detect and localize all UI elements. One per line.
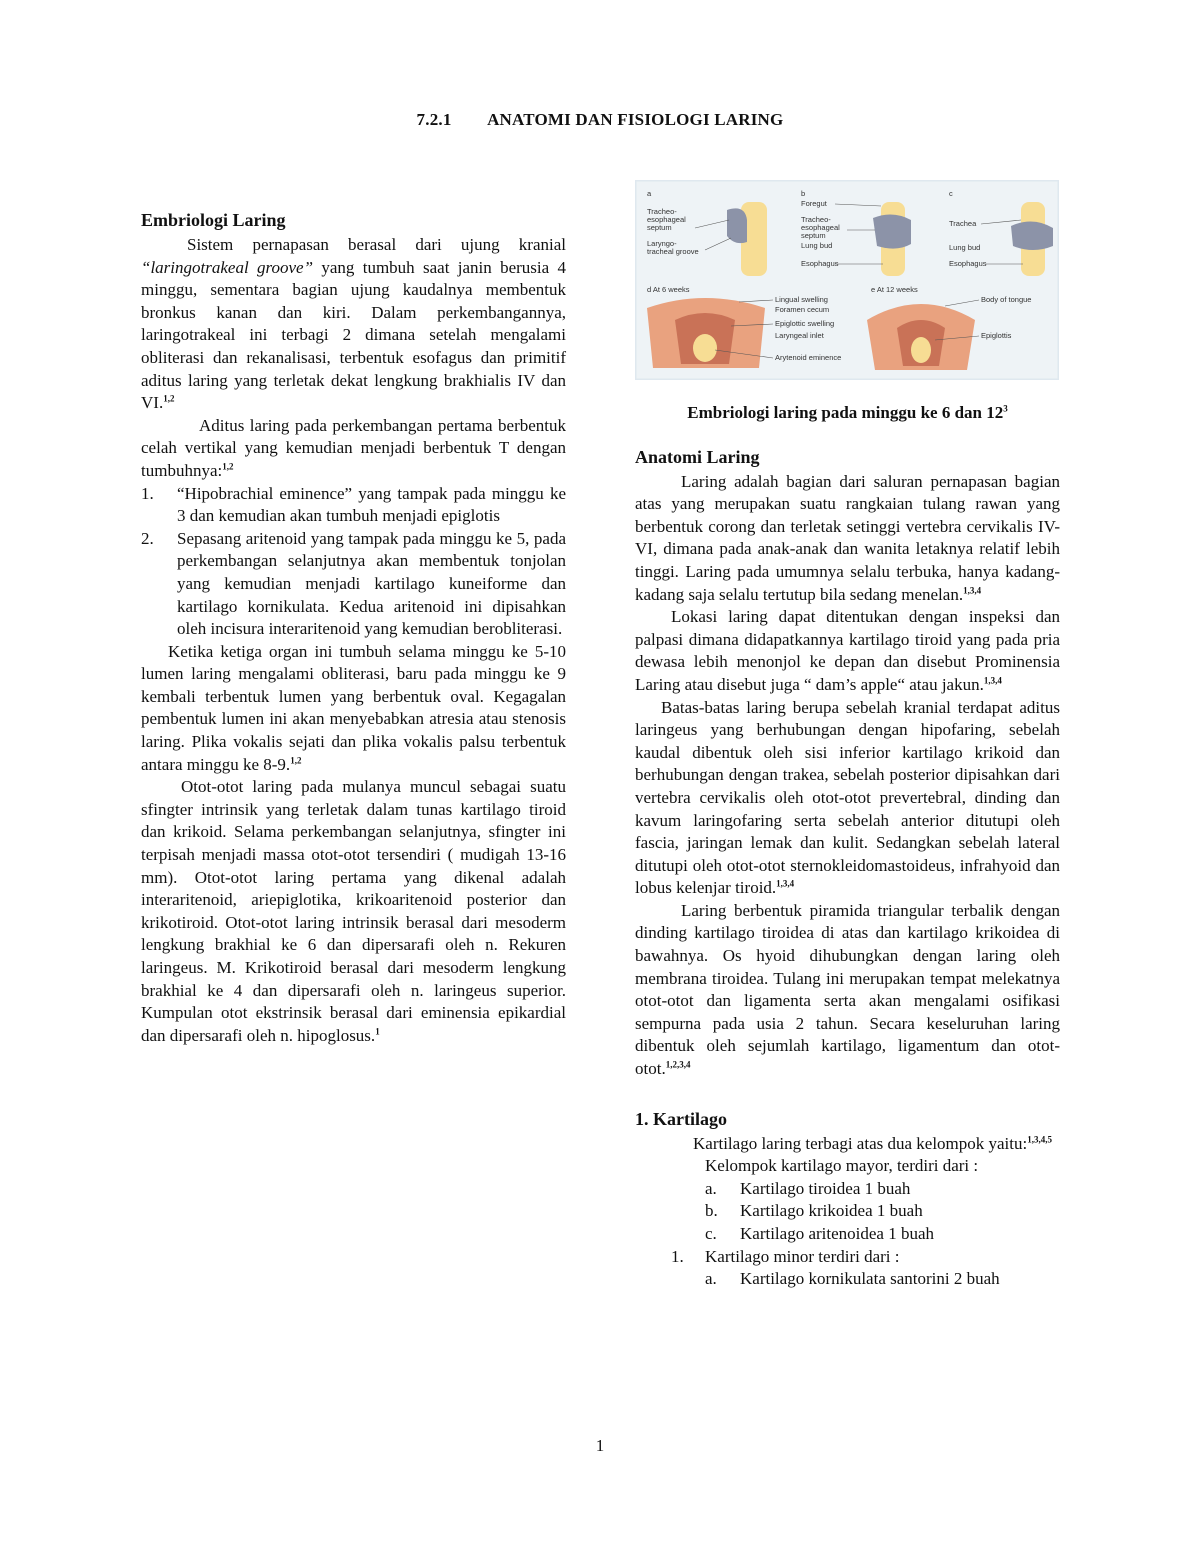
- citation: 1,2: [163, 393, 175, 404]
- minor-label-text: Kartilago minor terdiri dari :: [705, 1246, 900, 1266]
- development-list: [141, 483, 566, 641]
- embriologi-paragraph-1: [141, 234, 566, 415]
- embriologi-paragraph-2: [141, 415, 566, 483]
- list-item-text: Kartilago tiroidea 1 buah: [740, 1178, 911, 1198]
- p3-text: Ketika ketiga organ ini tumbuh selama minggu ke 5-10 lumen laring mengalami obliterasi, baru pada minggu ke 9 kembali terbentuk lumen yang berbentuk oval. Kegagalan pembentuk lumen ini akan menyebabkan atresia atau stenosis laring. Plika vokalis sejati dan plika vokalis palsu terbentuk antara minggu ke 8-9.: [141, 641, 566, 774]
- r-p3-text: Batas-batas laring berupa sebelah kranial terdapat aditus laringeus yang berhubungan dengan hipofaring, sebelah kaudal dibentuk oleh sisi inferior kartilago krikoid dan berhubungan dengan trakea, sebelah posterior dipisahkan dari vertebra cervikalis oleh otot-otot prevertebral, dinding dan kavum laringofaring serta sebelah anterior ditutupi oleh fascia, jaringan lemak dan kulit. Sedangkan sebelah lateral ditutupi oleh otot-otot sternokleidomastoideus, infrahyoid dan lobus kelenjar tiroid.: [635, 697, 1060, 898]
- list-item: [141, 483, 566, 528]
- figure-label-c2: Lung bud: [949, 243, 981, 252]
- list-marker: b.: [705, 1201, 718, 1221]
- p1-text-a: Sistem pernapasan berasal dari ujung kranial: [187, 235, 566, 254]
- p2-text: Aditus laring pada perkembangan pertama berbentuk celah vertikal yang kemudian menjadi berbentuk T dengan tumbuhnya:: [141, 415, 566, 480]
- minor-group-label: [635, 1246, 1060, 1269]
- epiglottis-shape: [911, 337, 931, 363]
- anatomi-paragraph-1: [635, 471, 1060, 607]
- citation: 1,3,4: [776, 878, 795, 889]
- septum-shape: [727, 208, 747, 243]
- figure-label-d: d At 6 weeks: [647, 285, 690, 294]
- figure-label-a4: Laryngo-: [647, 239, 677, 248]
- list-item-text: Kartilago krikoidea 1 buah: [740, 1201, 923, 1221]
- list-marker: 2.: [141, 528, 154, 548]
- list-marker: 1.: [141, 483, 154, 503]
- list-item-text: Kartilago aritenoidea 1 buah: [740, 1224, 935, 1243]
- list-item: [635, 1223, 1060, 1246]
- figure-label-c3: Esophagus: [949, 259, 987, 268]
- citation: 1,2: [222, 461, 234, 472]
- figure-caption: [635, 402, 1060, 425]
- list-marker: a.: [705, 1269, 717, 1289]
- list-item-text: Kartilago kornikulata santorini 2 buah: [740, 1269, 1000, 1289]
- figure-label-a: a: [647, 189, 652, 198]
- septum-shape: [873, 214, 911, 248]
- figure-label-a3: septum: [647, 223, 672, 232]
- kartilago-heading: 1. Kartilago: [635, 1108, 727, 1129]
- figure-label-d3: Epiglottic swelling: [775, 319, 835, 328]
- list-item: [635, 1268, 1060, 1291]
- figure-label-e1: Body of tongue: [981, 295, 1032, 304]
- embryology-figure: [635, 180, 1059, 380]
- embriologi-paragraph-3: [141, 641, 566, 777]
- figure-label-d5: Arytenoid eminence: [775, 353, 842, 362]
- list-marker: a.: [705, 1178, 717, 1198]
- figure-label-c: c: [949, 189, 953, 198]
- caption-text: Embriologi laring pada minggu ke 6 dan 12: [687, 403, 1004, 422]
- figure-label-a1: Tracheo-: [647, 207, 677, 216]
- anatomi-paragraph-2: [635, 606, 1060, 696]
- septum-shape: [1011, 221, 1053, 250]
- anatomi-paragraph-3: [635, 697, 1060, 900]
- figure-label-e: e At 12 weeks: [871, 285, 918, 294]
- kart-text: Kartilago laring terbagi atas dua kelompok yaitu:: [693, 1133, 1028, 1153]
- anatomi-paragraph-4: [635, 900, 1060, 1081]
- citation: 3: [1003, 403, 1008, 414]
- figure-label-b2: Tracheo-: [801, 215, 831, 224]
- list-item: [635, 1200, 1060, 1223]
- figure-label-b5: Lung bud: [801, 241, 833, 250]
- p4-text: Otot-otot laring pada mulanya muncul sebagai suatu sfingter intrinsik yang terletak dalam tunas kartilago tiroid dan krikoid. Selama perkembangan selanjutnya, sfingter ini terpisah menjadi massa otot-otot tersendiri ( mudigah 13-16 mm). Otot-otot laring pertama yang dikenal adalah interaritenoid, ariepiglotika, krikoaritenoid posterior dan krikotiroid. Otot-otot laring intrinsik berasal dari mesoderm lengkung brakhial ke 6 dan dipersarafi oleh n. Rekuren laringeus. M. Krikotiroid berasal dari mesoderm lengkung brakhial ke 4 dan dipersarafi oleh n. laringeus superior. Kumpulan otot ekstrinsik berasal dari eminensia epikardial dan dipersarafi oleh n. hipoglosus.: [141, 777, 566, 1045]
- page-title: [0, 110, 1200, 130]
- figure-label-b6: Esophagus: [801, 259, 839, 268]
- embriologi-heading: Embriologi Laring: [141, 210, 286, 230]
- kartilago-section: [635, 1107, 1060, 1291]
- figure-label-b3: esophageal: [801, 223, 840, 232]
- embryology-illustration: [635, 180, 1059, 380]
- list-item-text: Sepasang aritenoid yang tampak pada minggu ke 5, pada perkembangan selanjutnya akan membentuk tonjolan yang kemudian menjadi kartilago kuneiforme dan kartilago kornikulata. Kedua aritenoid ini dipisahkan oleh incisura interaritenoid yang kemudian berobliterasi.: [177, 528, 566, 639]
- section-title: ANATOMI DAN FISIOLOGI LARING: [487, 110, 784, 129]
- figure-label-b: b: [801, 189, 806, 198]
- r-p1-text: Laring adalah bagian dari saluran pernapasan bagian atas yang merupakan suatu rangkaian tulang rawan yang berbentuk corong dan terletak setinggi vertebra cervikalis IV-VI, dimana pada anak-anak dan wanita letaknya relatif lebih tinggi. Laring pada umumnya selalu terbuka, hanya kadang-kadang saja selalu tertutup bila sedang menelan.: [635, 471, 1060, 604]
- anatomi-section: [635, 445, 1060, 1081]
- citation: 1: [375, 1026, 380, 1037]
- r-p4-text: Laring berbentuk piramida triangular terbalik dengan dinding kartilago tiroidea di atas dan kartilago krikoidea di bawahnya. Os hyoid dihubungkan dengan laring oleh membrana tiroidea. Tulang ini merupakan tempat melekatnya otot-otot dan ligamenta serta akan mengalami osifikasi sempurna pada usia 2 tahun. Secara keseluruhan laring dibentuk oleh sejumlah kartilago, ligamentum dan otot-otot.: [635, 900, 1060, 1079]
- figure-label-d4: Laryngeal inlet: [775, 331, 824, 340]
- citation: 1,3,4: [983, 675, 1002, 686]
- section-number: 7.2.1: [416, 110, 452, 129]
- kartilago-paragraph: [635, 1133, 1060, 1156]
- figure-label-d1: Lingual swelling: [775, 295, 828, 304]
- embriologi-paragraph-4: [141, 776, 566, 1047]
- list-marker: c.: [705, 1224, 717, 1243]
- minor-cartilage-list: [635, 1268, 1060, 1291]
- figure-label-b4: septum: [801, 231, 826, 240]
- list-item-text: “Hipobrachial eminence” yang tampak pada minggu ke 3 dan kemudian akan tumbuh menjadi epiglotis: [177, 483, 566, 526]
- list-marker: 1.: [671, 1246, 684, 1266]
- p1-text-b: yang tumbuh saat janin berusia 4 minggu, sementara bagian ujung kaudalnya membentuk bronkus kanan dan kiri. Dalam perkembangannya, laringotrakeal ini terbagi 2 dimana setelah mengalami obliterasi dan rekanalisasi, terbentuk esofagus dan primitif aditus laring yang terletak dekat lengkung brakhialis IV dan VI.: [141, 257, 566, 413]
- list-item: [635, 1178, 1060, 1201]
- major-cartilage-list: [635, 1178, 1060, 1246]
- r-p2-text: Lokasi laring dapat ditentukan dengan inspeksi dan palpasi dimana didapatkannya kartilago tiroid yang pada pria dewasa lebih menonjol ke depan dan disebut Prominensia Laring atau disebut juga “ dam’s apple“ atau jakun.: [635, 607, 1060, 694]
- citation: 1,3,4,5: [1027, 1133, 1052, 1144]
- right-column: [635, 180, 1060, 1291]
- page-number: 1: [595, 1436, 605, 1455]
- figure-label-b1: Foregut: [801, 199, 827, 208]
- citation: 1,2: [290, 755, 302, 765]
- left-column: [141, 208, 566, 1047]
- citation: 1,2,3,4: [665, 1059, 691, 1070]
- inlet-shape: [693, 334, 717, 362]
- figure-label-e2: Epiglottis: [981, 331, 1012, 340]
- list-item: [141, 528, 566, 641]
- figure-label-a5: tracheal groove: [647, 247, 699, 256]
- citation: 1,3,4: [963, 584, 982, 595]
- figure-label-c1: Trachea: [949, 219, 977, 228]
- major-group-label: Kelompok kartilago mayor, terdiri dari :: [705, 1156, 979, 1176]
- figure-label-d2: Foramen cecum: [775, 305, 830, 314]
- anatomi-heading: Anatomi Laring: [635, 446, 760, 467]
- figure-label-a2: esophageal: [647, 215, 686, 224]
- p1-emphasis: “laringotrakeal groove”: [141, 257, 314, 277]
